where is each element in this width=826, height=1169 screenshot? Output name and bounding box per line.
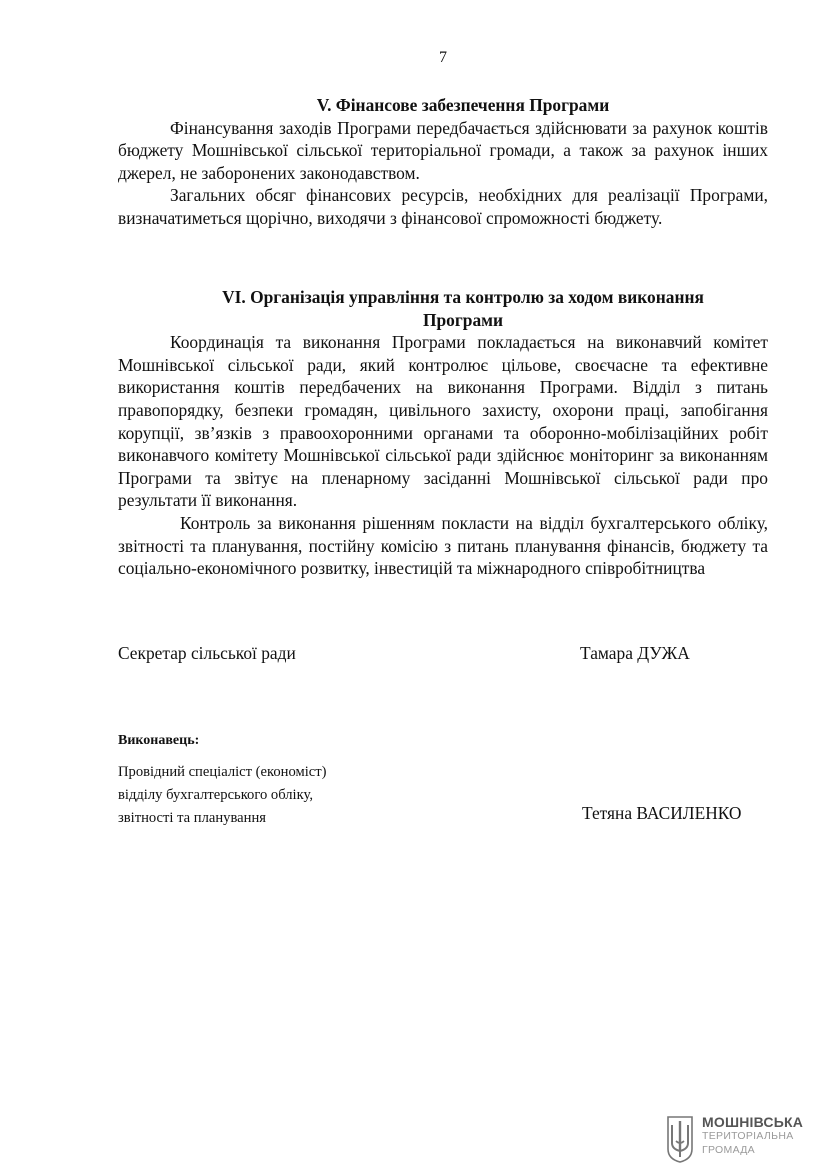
page-number: 7 bbox=[439, 49, 447, 66]
executor-line: звітності та планування bbox=[118, 810, 266, 826]
section-management-title-line2: Програми bbox=[422, 309, 504, 330]
executor-label: Виконавець: bbox=[118, 733, 200, 748]
section-management-title bbox=[118, 286, 768, 331]
section-financing-paragraph: Фінансування заходів Програми передбачається здійснювати за рахунок коштів бюджету Мошнівської сільської територіальної громади, а також за рахунок інших джерел, не заборонених законодавством. bbox=[118, 117, 768, 183]
section-financing bbox=[118, 94, 768, 230]
section-management-paragraph: Координація та виконання Програми покладається на виконавчий комітет Мошнівської сільської ради, який контролює цільове, своєчасне та ефективне використання коштів передбачених на виконання Програми. Відділ з питань правопорядку, безпеки громадян, цивільного захисту, охорони праці, запобігання корупції, зв’язків з правоохоронними органами та оборонно-мобілізаційних робіт виконавчого комітету Мошнівської сільської ради здійснює моніторинг за виконанням Програми та звітує на пленарному засіданні Мошнівської сільської ради про результати її виконання. bbox=[118, 332, 768, 511]
signature-name: Тамара ДУЖА bbox=[580, 643, 690, 663]
section-financing-title: V. Фінансове забезпечення Програми bbox=[316, 95, 610, 115]
logo-text-line2: ТЕРИТОРІАЛЬНА bbox=[702, 1130, 794, 1142]
executor-details bbox=[118, 761, 326, 830]
logo-text-line1: МОШНІВСЬКА bbox=[702, 1114, 804, 1130]
trident-icon bbox=[666, 1115, 694, 1163]
logo-text-line3: ГРОМАДА bbox=[702, 1144, 755, 1156]
section-management-title-line1: VI. Організація управління та контролю за ходом виконання bbox=[222, 287, 704, 307]
logo-text bbox=[702, 1115, 803, 1157]
section-financing-paragraph: Загальних обсяг фінансових ресурсів, необхідних для реалізації Програми, визначатиметься щорічно, виходячи з фінансової спроможності бюджету. bbox=[118, 185, 768, 228]
executor-line: Провідний спеціаліст (економіст) bbox=[118, 764, 327, 780]
section-management-paragraph: Контроль за виконання рішенням покласти на відділ бухгалтерського обліку, звітності та планування, постійну комісію з питань планування фінансів, бюджету та соціально-економічного розвитку, інвестицій та міжнародного співробітництва bbox=[118, 512, 768, 579]
signature-position: Секретар сільської ради bbox=[118, 643, 296, 663]
executor-name: Тетяна ВАСИЛЕНКО bbox=[582, 803, 742, 823]
community-logo bbox=[666, 1113, 806, 1163]
executor-line: відділу бухгалтерського обліку, bbox=[118, 787, 313, 803]
section-management bbox=[118, 286, 768, 580]
